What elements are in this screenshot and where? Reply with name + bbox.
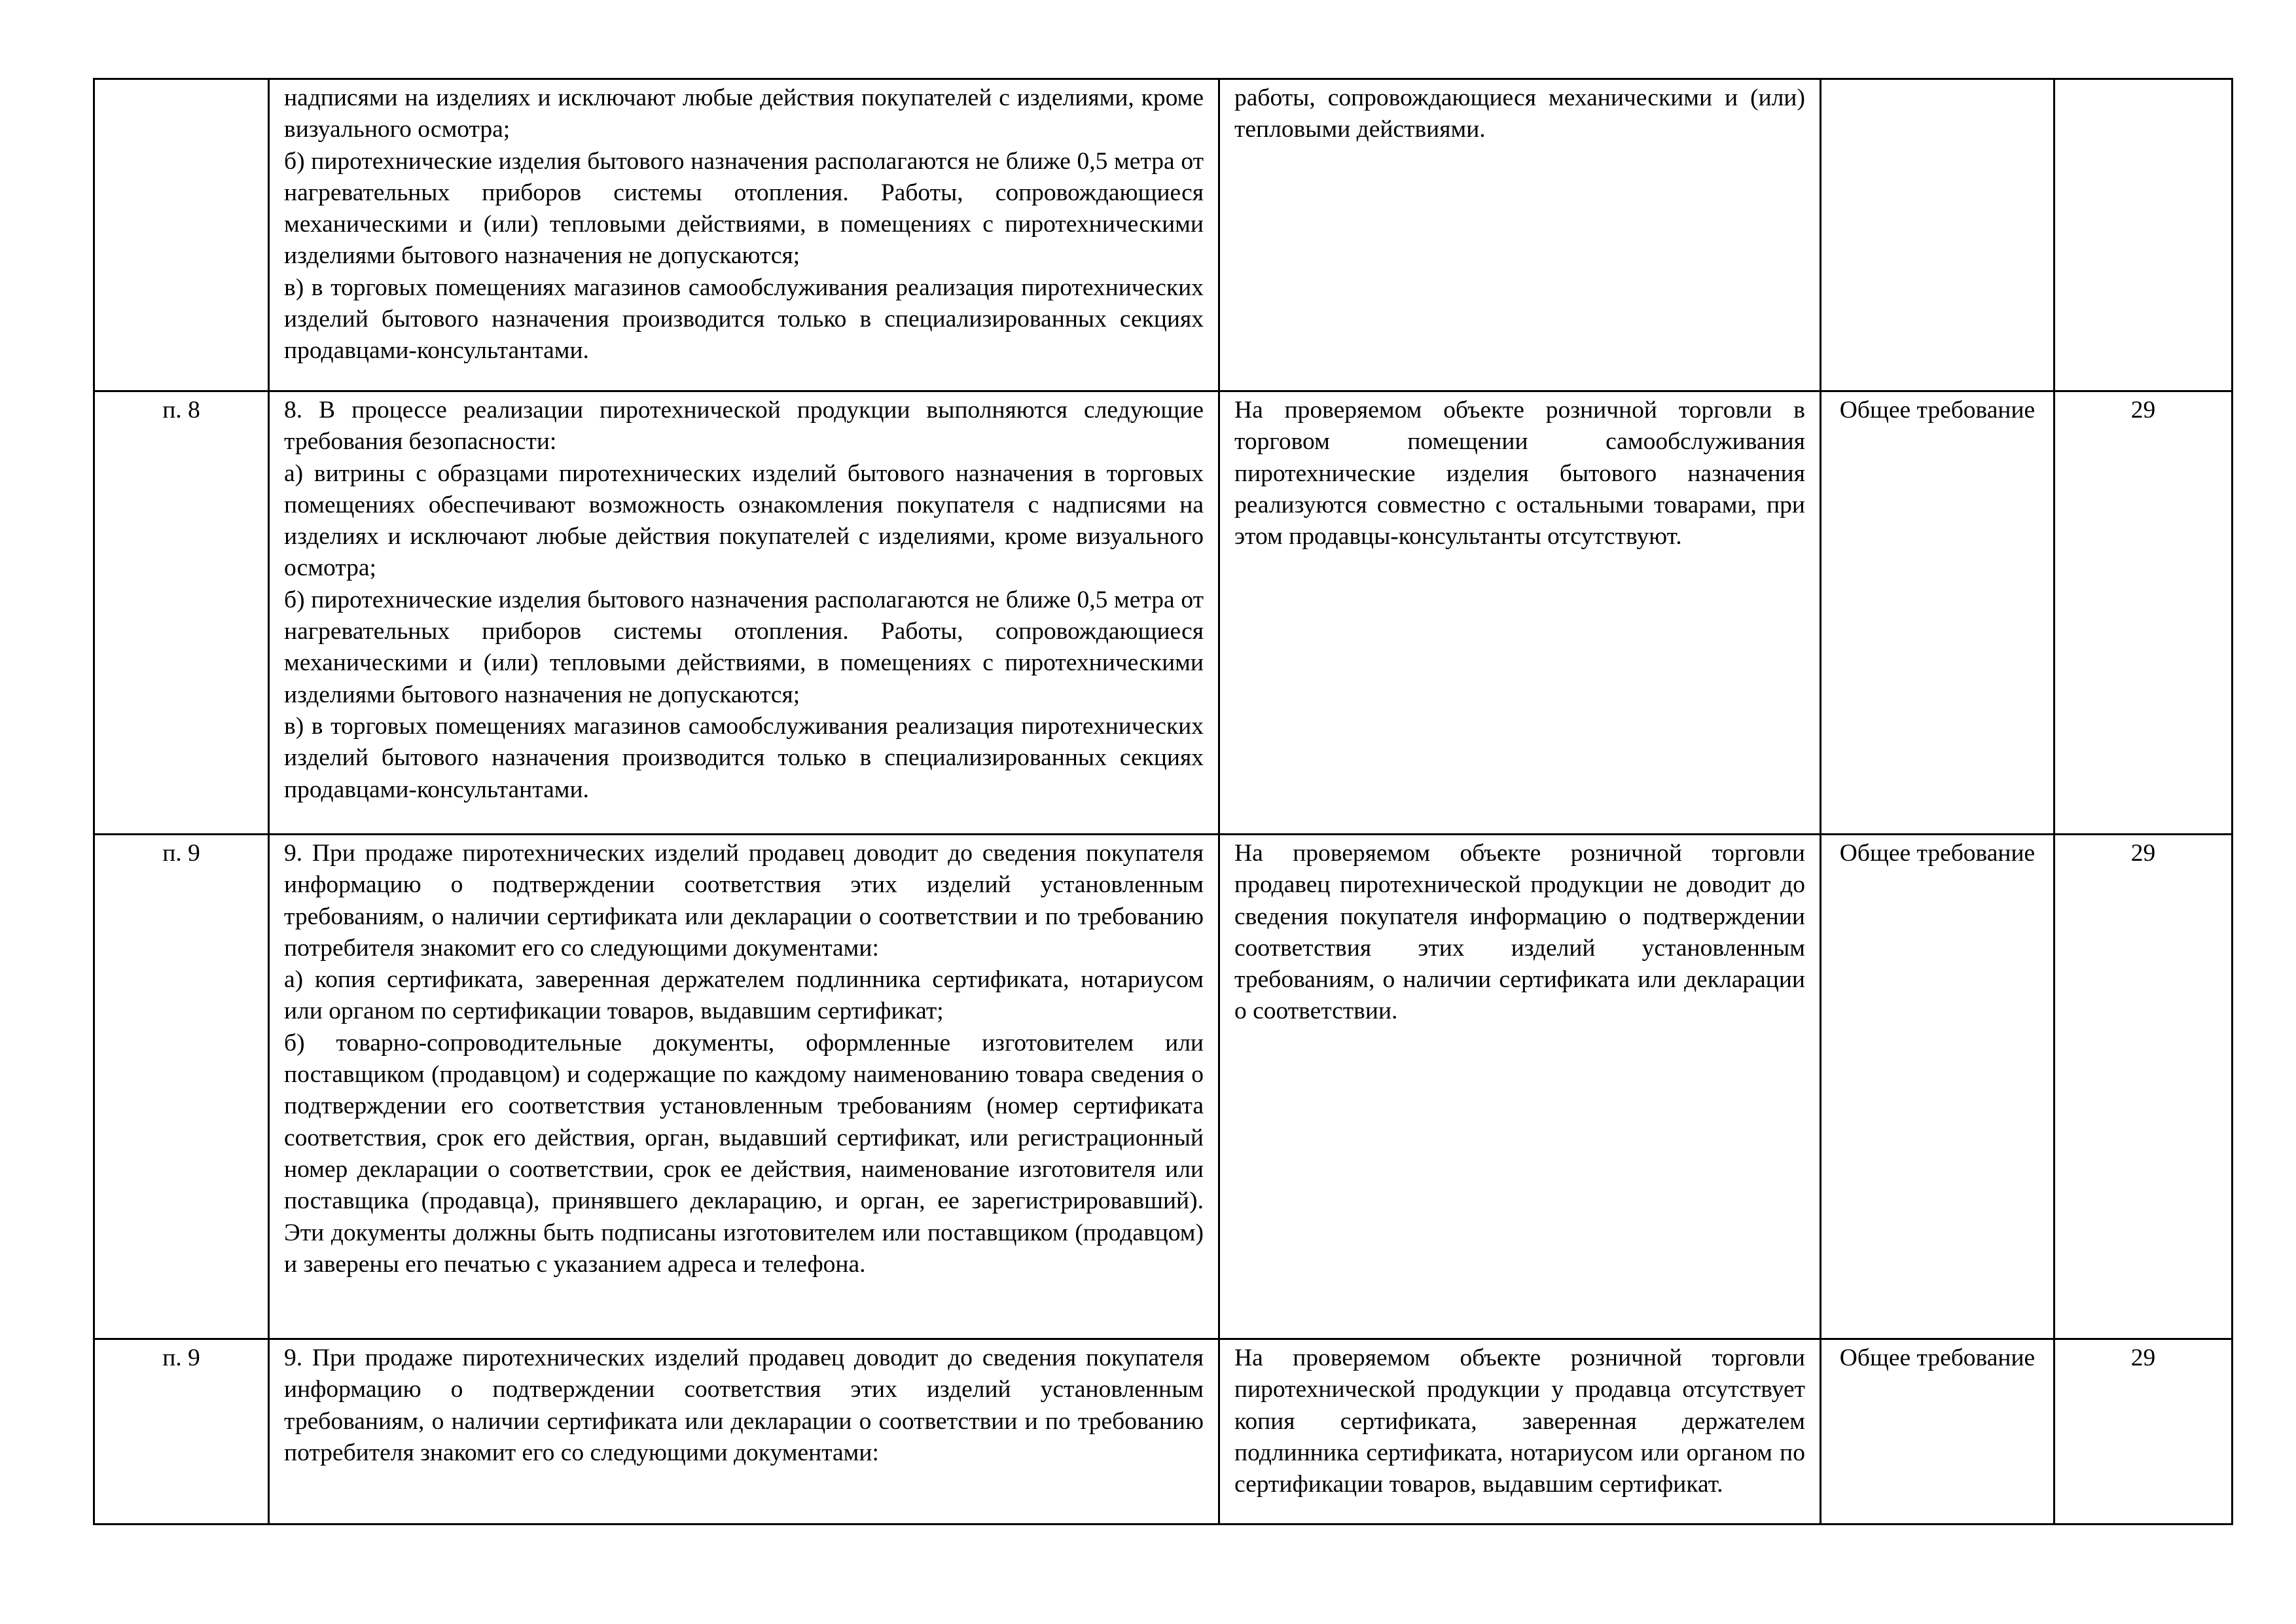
category-cell — [1821, 79, 2054, 391]
requirement-cell — [269, 79, 1219, 391]
violation-cell: На проверяемом объекте розничной торговли продавец пиротехнической продукции не доводит до сведения покупателя информацию о подтверждении соответствия этих изделий установленным требованиям, о наличии сертификата или декларации о соответствии. — [1219, 835, 1821, 1339]
requirement-paragraph: надписями на изделиях и исключают любые действия покупателей с изделиями, кроме визуального осмотра; — [284, 84, 1204, 143]
requirement-paragraph: в) в торговых помещениях магазинов самообслуживания реализация пиротехнических изделий бытового назначения производится только в специализированных секциях продавцами-консультантами. — [284, 712, 1204, 803]
violation-cell: На проверяемом объекте розничной торговли в торговом помещении самообслуживания пиротехнические изделия бытового назначения реализуются совместно с остальными товарами, при этом продавцы-консультанты отсутствуют. — [1219, 391, 1821, 835]
number-cell: 29 — [2054, 835, 2233, 1339]
violation-cell: работы, сопровождающиеся механическими и (или) тепловыми действиями. — [1219, 79, 1821, 391]
number-cell — [2054, 79, 2233, 391]
requirement-cell — [269, 391, 1219, 835]
table-row — [94, 79, 2233, 391]
requirement-paragraph: б) товарно-сопроводительные документы, оформленные изготовителем или поставщиком (продавцом) и содержащие по каждому наименованию товара сведения о подтверждении его соответствия установленным требованиям (номер сертификата соответствия, срок его действия, орган, выдавший сертификат, или регистрационный номер декларации о соответствии, срок ее действия, наименование изготовителя или поставщика (продавца), принявшего декларацию, и орган, ее зарегистрировавший). Эти документы должны быть подписаны изготовителем или поставщиком (продавцом) и заверены его печатью с указанием адреса и телефона. — [284, 1029, 1204, 1278]
requirement-cell — [269, 1339, 1219, 1525]
inspection-table — [93, 78, 2233, 1525]
requirement-paragraph: б) пиротехнические изделия бытового назначения располагаются не ближе 0,5 метра от нагревательных приборов системы отопления. Работы, сопровождающиеся механическими и (или) тепловыми действиями, в помещениях с пиротехническими изделиями бытового назначения не допускаются; — [284, 147, 1204, 270]
violation-cell: На проверяемом объекте розничной торговли пиротехнической продукции у продавца отсутствует копия сертификата, заверенная держателем подлинника сертификата, нотариусом или органом по сертификации товаров, выдавшим сертификат. — [1219, 1339, 1821, 1525]
clause-cell: п. 8 — [94, 391, 269, 835]
requirement-paragraph: 9. При продаже пиротехнических изделий продавец доводит до сведения покупателя информацию о подтверждении соответствия этих изделий установленным требованиям, о наличии сертификата или декларации о соответствии и по требованию потребителя знакомит его со следующими документами: — [284, 1344, 1204, 1466]
table-row — [94, 835, 2233, 1339]
category-cell: Общее требование — [1821, 835, 2054, 1339]
requirement-cell — [269, 835, 1219, 1339]
requirement-paragraph: б) пиротехнические изделия бытового назначения располагаются не ближе 0,5 метра от нагревательных приборов системы отопления. Работы, сопровождающиеся механическими и (или) тепловыми действиями, в помещениях с пиротехническими изделиями бытового назначения не допускаются; — [284, 586, 1204, 708]
requirement-paragraph: а) копия сертификата, заверенная держателем подлинника сертификата, нотариусом или органом по сертификации товаров, выдавшим сертификат; — [284, 966, 1204, 1025]
number-cell: 29 — [2054, 1339, 2233, 1525]
clause-cell: п. 9 — [94, 835, 269, 1339]
requirement-paragraph: а) витрины с образцами пиротехнических изделий бытового назначения в торговых помещениях обеспечивают возможность ознакомления покупателя с надписями на изделиях и исключают любые действия покупателей с изделиями, кроме визуального осмотра; — [284, 460, 1204, 582]
table-row — [94, 391, 2233, 835]
category-cell: Общее требование — [1821, 1339, 2054, 1525]
clause-cell — [94, 79, 269, 391]
category-cell: Общее требование — [1821, 391, 2054, 835]
table-row — [94, 1339, 2233, 1525]
requirement-paragraph: 9. При продаже пиротехнических изделий продавец доводит до сведения покупателя информацию о подтверждении соответствия этих изделий установленным требованиям, о наличии сертификата или декларации о соответствии и по требованию потребителя знакомит его со следующими документами: — [284, 840, 1204, 962]
clause-cell: п. 9 — [94, 1339, 269, 1525]
requirement-paragraph: 8. В процессе реализации пиротехнической продукции выполняются следующие требования безопасности: — [284, 397, 1204, 456]
number-cell: 29 — [2054, 391, 2233, 835]
requirement-paragraph: в) в торговых помещениях магазинов самообслуживания реализация пиротехнических изделий бытового назначения производится только в специализированных секциях продавцами-консультантами. — [284, 274, 1204, 365]
